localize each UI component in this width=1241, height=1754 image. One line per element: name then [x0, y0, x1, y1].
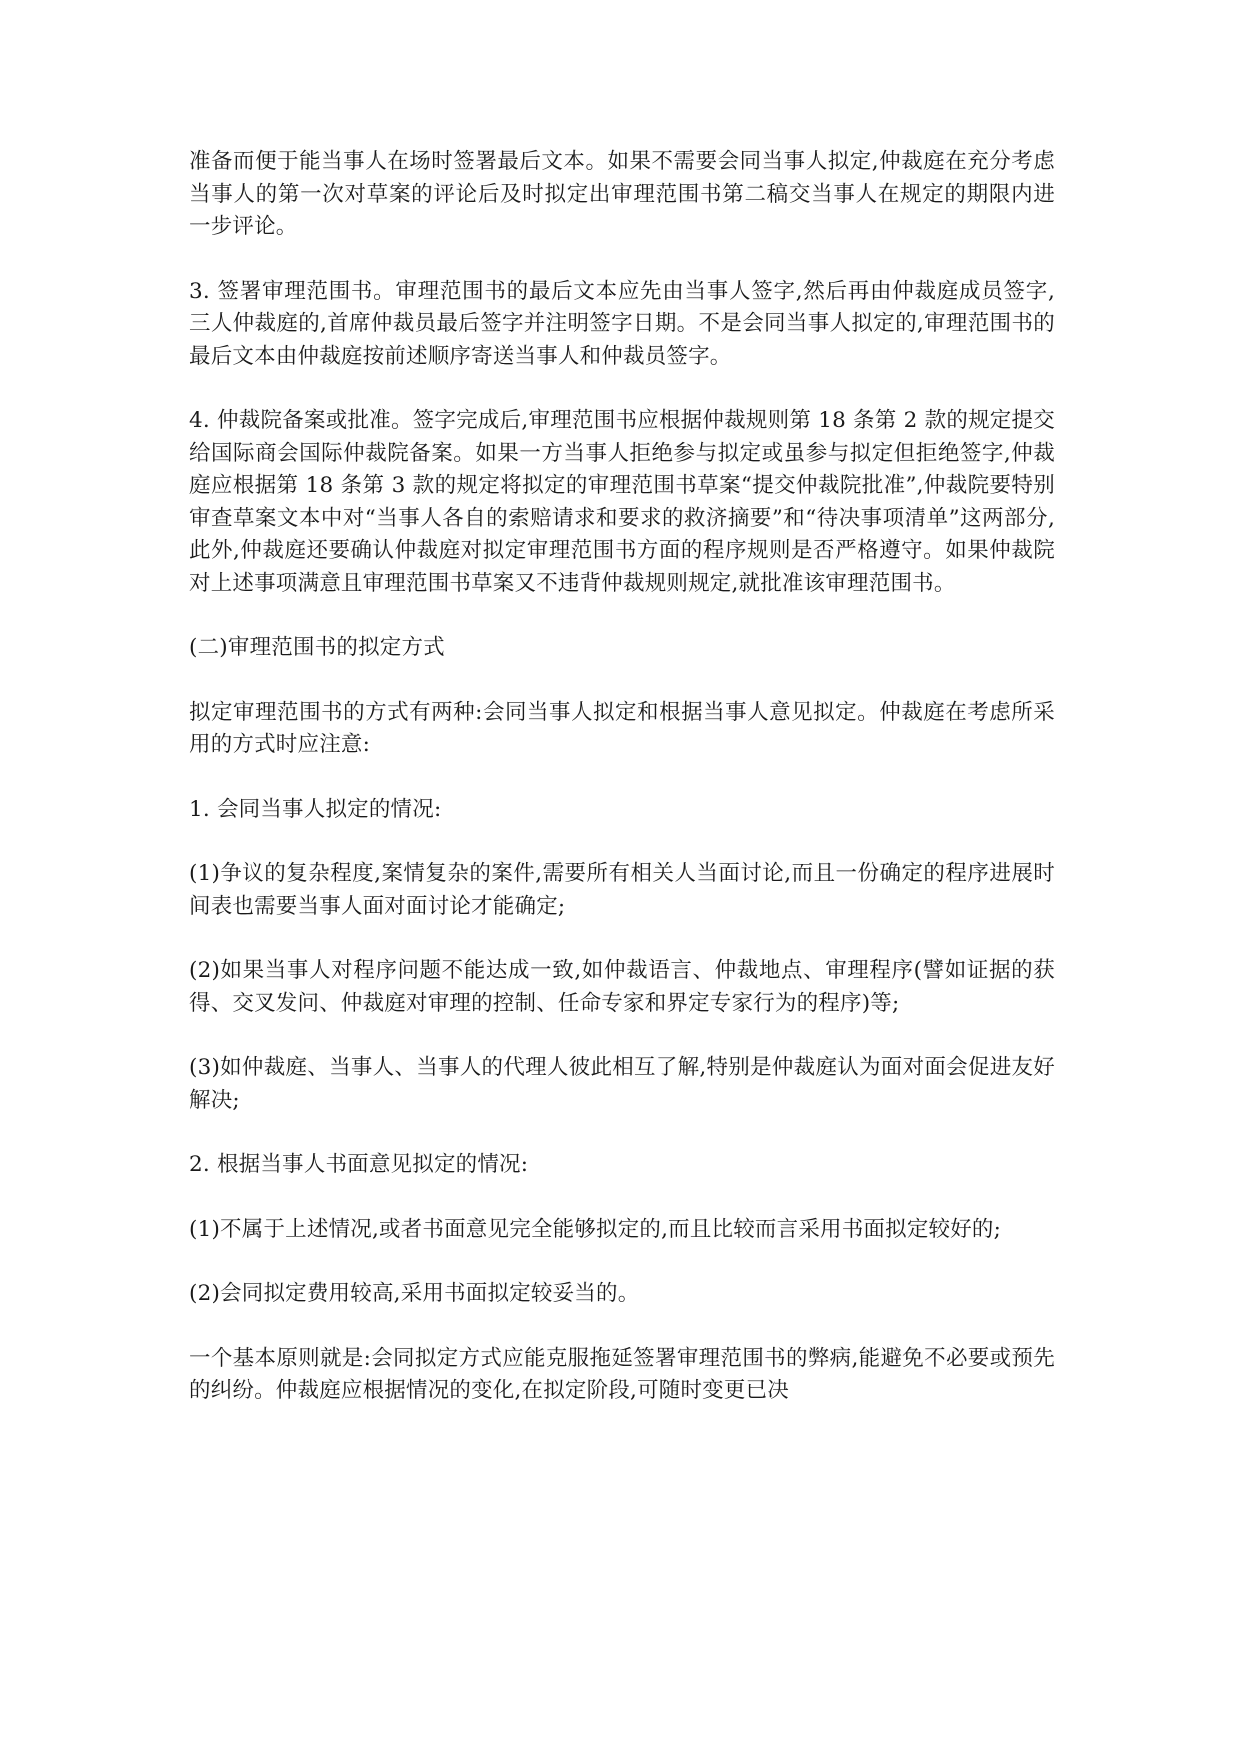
paragraph: 拟定审理范围书的方式有两种:会同当事人拟定和根据当事人意见拟定。仲裁庭在考虑所采用的方式时应注意:	[189, 699, 1055, 757]
list-item: (1)争议的复杂程度,案情复杂的案件,需要所有相关人当面讨论,而且一份确定的程序进展时间表也需要当事人面对面讨论才能确定;	[189, 861, 1055, 919]
list-heading: 2. 根据当事人书面意见拟定的情况:	[189, 1152, 529, 1177]
paragraph: 3. 签署审理范围书。审理范围书的最后文本应先由当事人签字,然后再由仲裁庭成员签字,三人仲裁庭的,首席仲裁员最后签字并注明签字日期。不是会同当事人拟定的,审理范围书的最后文本由仲裁庭按前述顺序寄送当事人和仲裁员签字。	[189, 278, 1055, 369]
list-item: (3)如仲裁庭、当事人、当事人的代理人彼此相互了解,特别是仲裁庭认为面对面会促进友好解决;	[189, 1055, 1055, 1113]
paragraph: 准备而便于能当事人在场时签署最后文本。如果不需要会同当事人拟定,仲裁庭在充分考虑当事人的第一次对草案的评论后及时拟定出审理范围书第二稿交当事人在规定的期限内进一步评论。	[189, 149, 1055, 239]
document-body	[189, 146, 1055, 1440]
section-heading: (二)审理范围书的拟定方式	[189, 635, 445, 660]
list-heading: 1. 会同当事人拟定的情况:	[189, 796, 442, 822]
list-item: (2)如果当事人对程序问题不能达成一致,如仲裁语言、仲裁地点、审理程序(譬如证据的获得、交叉发问、仲裁庭对审理的控制、任命专家和界定专家行为的程序)等;	[189, 958, 1055, 1016]
list-item: (1)不属于上述情况,或者书面意见完全能够拟定的,而且比较而言采用书面拟定较好的;	[189, 1216, 1002, 1242]
list-item: (2)会同拟定费用较高,采用书面拟定较妥当的。	[189, 1281, 640, 1306]
paragraph: 4. 仲裁院备案或批准。签字完成后,审理范围书应根据仲裁规则第 18 条第 2 款的规定提交给国际商会国际仲裁院备案。如果一方当事人拒绝参与拟定或虽参与拟定但拒绝签字,仲裁庭应根据第 18 条第 3 款的规定将拟定的审理范围书草案“提交仲裁院批准”,仲裁院要特别审查草案文本中对“当事人各自的索赔请求和要求的救济摘要”和“待决事项清单”这两部分,此外,仲裁庭还要确认仲裁庭对拟定审理范围书方面的程序规则是否严格遵守。如果仲裁院对上述事项满意且审理范围书草案又不违背仲裁规则规定,就批准该审理范围书。	[189, 408, 1055, 596]
paragraph: 一个基本原则就是:会同拟定方式应能克服拖延签署审理范围书的弊病,能避免不必要或预先的纠纷。仲裁庭应根据情况的变化,在拟定阶段,可随时变更已决	[189, 1345, 1055, 1403]
